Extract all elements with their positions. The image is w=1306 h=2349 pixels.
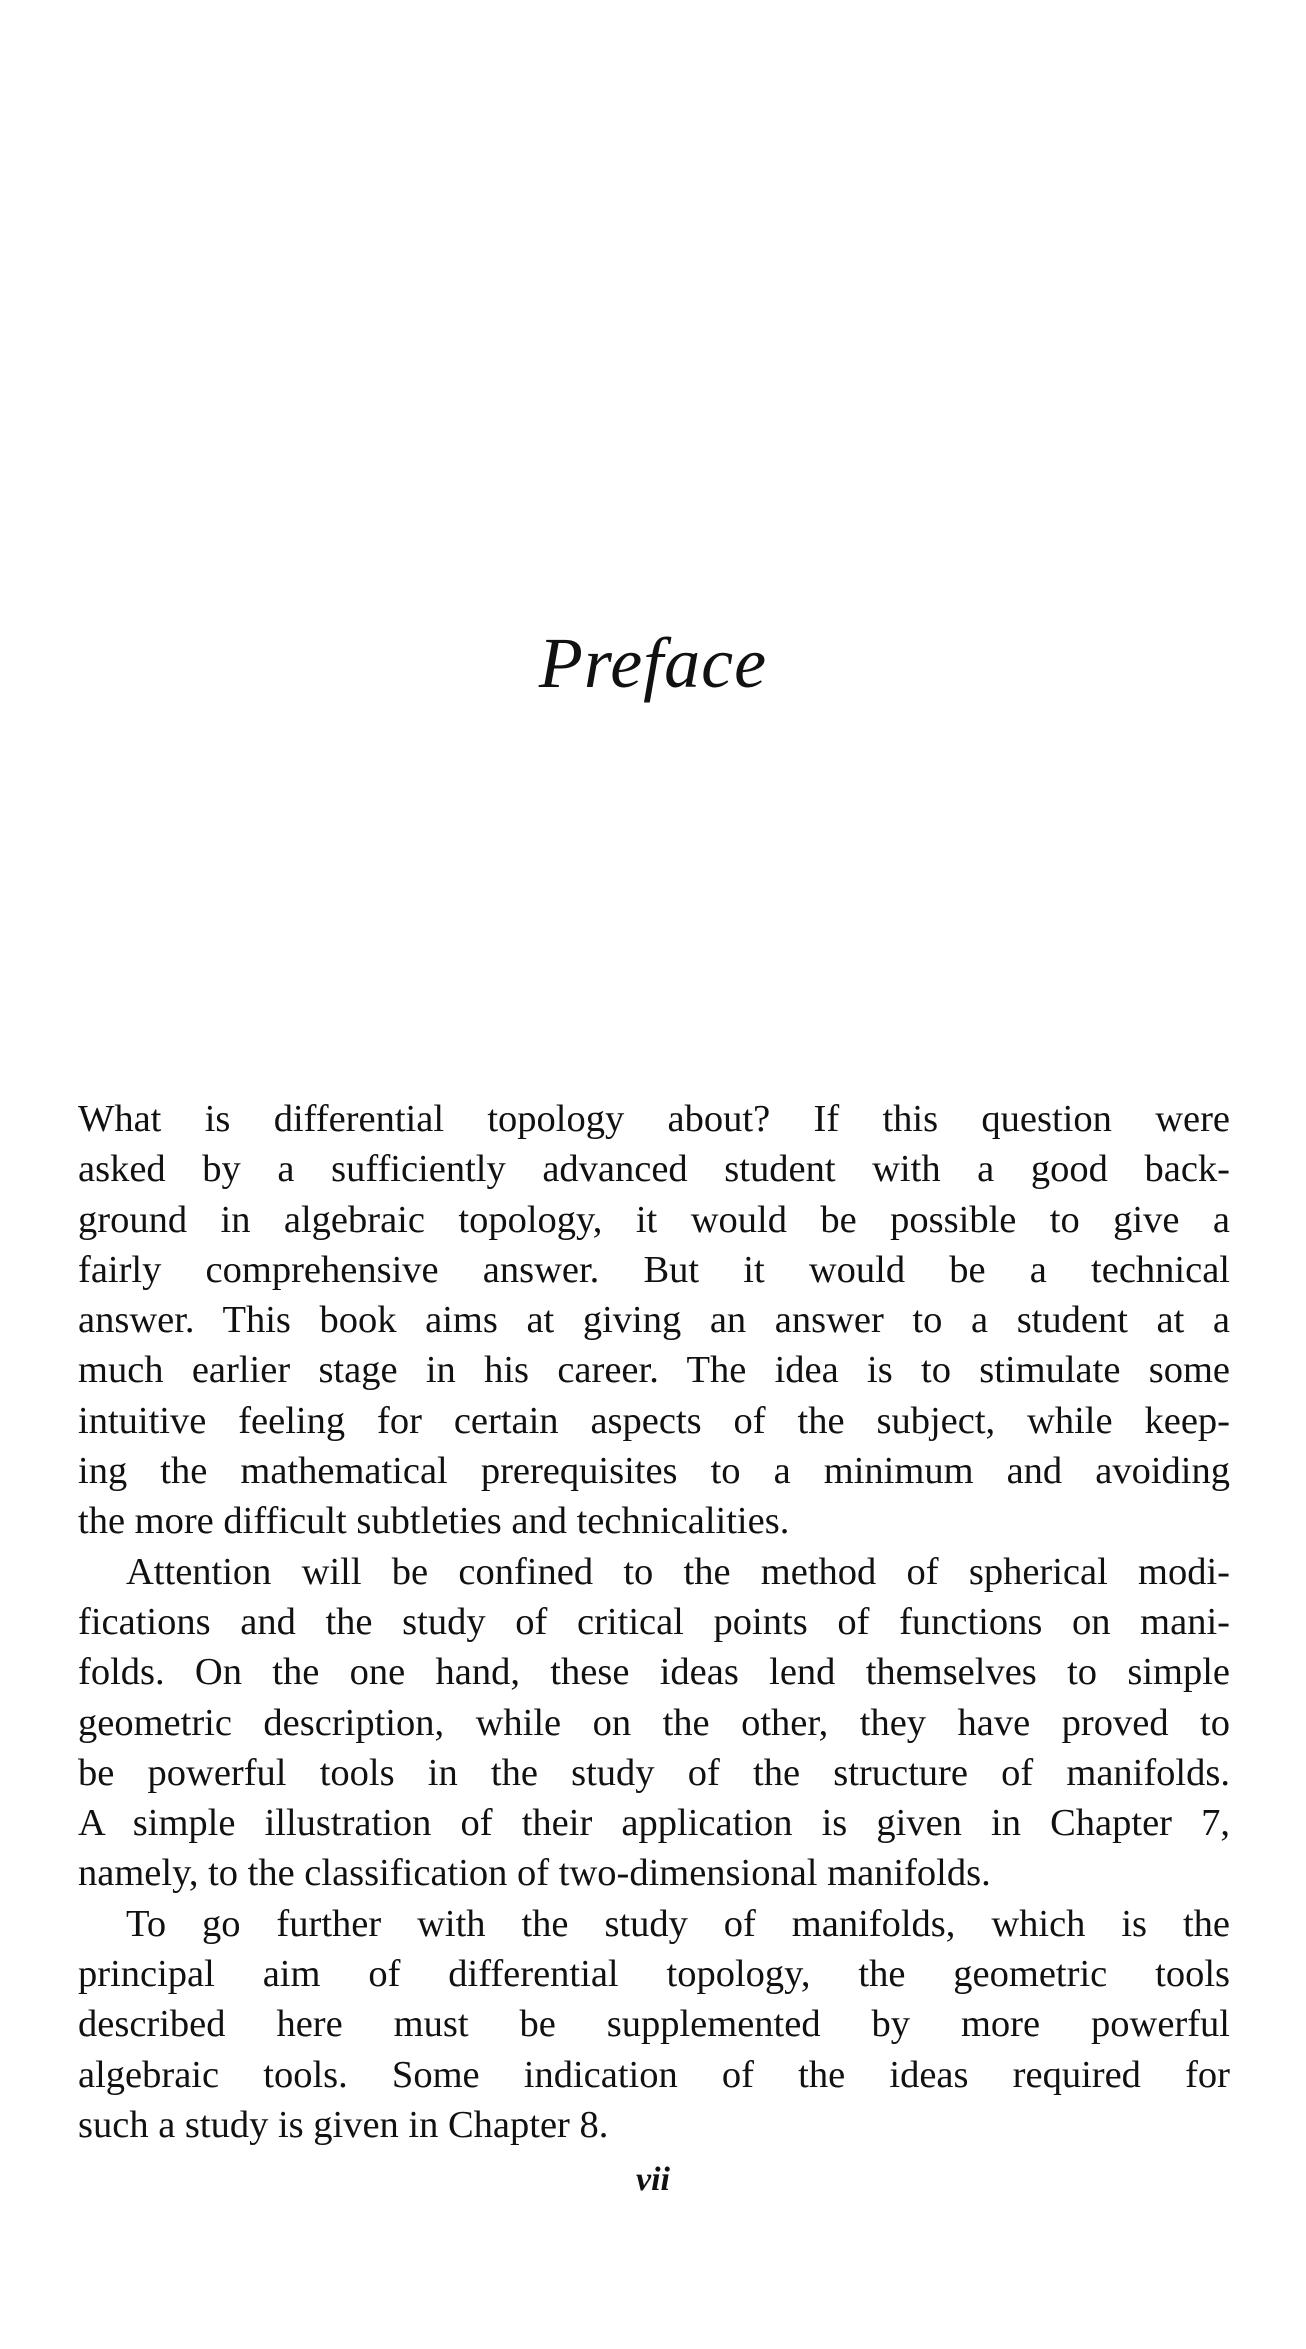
text-line: much earlier stage in his career. The idea is to stimulate some: [78, 1349, 1230, 1392]
text-line: What is differential topology about? If this question were: [78, 1098, 1230, 1140]
text-line: asked by a sufficiently advanced student with a good back-: [78, 1148, 1230, 1191]
paragraph-2: [78, 1547, 1230, 1899]
text-line: ground in algebraic topology, it would be possible to give a: [78, 1198, 1230, 1241]
page-number: vii: [636, 2161, 670, 2198]
text-line: be powerful tools in the study of the structure of manifolds.: [78, 1751, 1230, 1794]
text-line: intuitive feeling for certain aspects of the subject, while keep-: [78, 1399, 1230, 1442]
text-line: such a study is given in Chapter 8.: [78, 2103, 609, 2146]
page-title: Preface: [538, 623, 768, 703]
text-line: described here must be supplemented by more powerful: [78, 2003, 1230, 2046]
text-line: geometric description, while on the other, they have proved to: [78, 1701, 1230, 1744]
paragraph-1: [78, 1094, 1230, 1547]
preface-body: [78, 1094, 1230, 2150]
text-line: the more difficult subtleties and technicalities.: [78, 1500, 790, 1543]
text-line: principal aim of differential topology, the geometric tools: [78, 1953, 1230, 1996]
text-line: namely, to the classification of two-dimensional manifolds.: [78, 1852, 991, 1895]
text-line: fications and the study of critical points of functions on mani-: [78, 1600, 1230, 1643]
text-line: answer. This book aims at giving an answer to a student at a: [78, 1299, 1230, 1342]
text-line: folds. On the one hand, these ideas lend themselves to simple: [78, 1651, 1230, 1694]
text-line: A simple illustration of their application is given in Chapter 7,: [78, 1802, 1230, 1845]
text-line: To go further with the study of manifolds, which is the: [126, 1902, 1230, 1945]
text-line: fairly comprehensive answer. But it would be a technical: [78, 1248, 1230, 1291]
text-line: algebraic tools. Some indication of the ideas required for: [78, 2053, 1230, 2096]
paragraph-3: [78, 1899, 1230, 2150]
text-line: ing the mathematical prerequisites to a minimum and avoiding: [78, 1450, 1230, 1493]
text-line: Attention will be confined to the method of spherical modi-: [126, 1550, 1230, 1593]
